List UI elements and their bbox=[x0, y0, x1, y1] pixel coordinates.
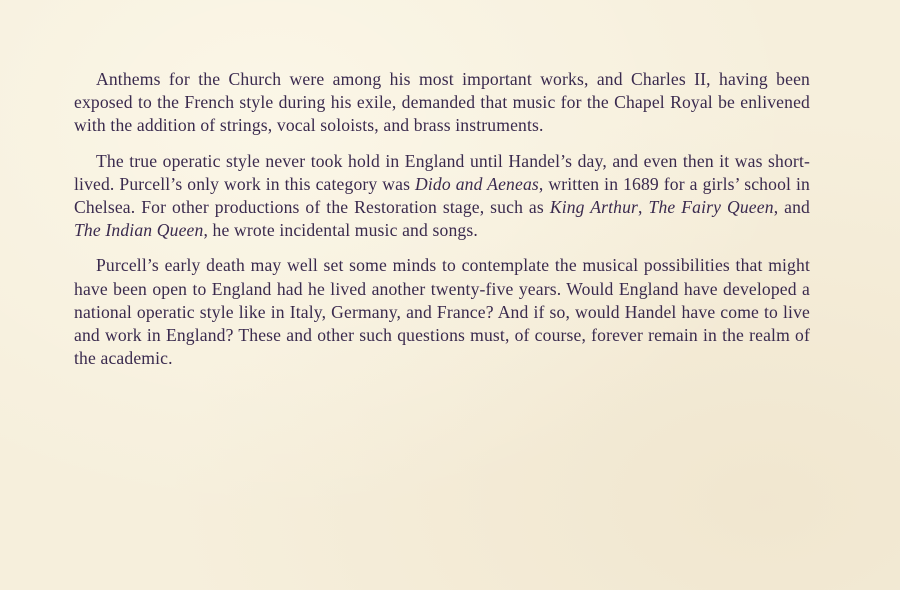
text-run: , written in 1689 for a girls’ school in Chelsea. For other productions of the Restoration stage, such as bbox=[74, 173, 810, 218]
paragraph bbox=[74, 68, 810, 138]
work-title-italic: The Indian Queen bbox=[74, 220, 204, 241]
text-run: , and bbox=[773, 197, 810, 218]
body-text bbox=[74, 68, 810, 370]
text-run: The true operatic style never took hold in England until Handel’s day, and even then it was short-lived. Purcell’s only work in this category was bbox=[74, 150, 810, 194]
paragraph bbox=[74, 150, 810, 243]
work-title-italic: The Fairy Queen bbox=[648, 197, 774, 218]
paragraph bbox=[74, 254, 810, 370]
text-run: Purcell’s early death may well set some minds to contemplate the musical possibilities that might have been open to England had he lived another twenty-five years. Would England have developed a national operatic style like in Italy, Germany, and France? And if so, would Handel have come to live and work in England? These and other such questions must, of course, forever remain in the realm of the academic. bbox=[74, 255, 810, 369]
text-run: Anthems for the Church were among his most important works, and Charles II, having been exposed to the French style during his exile, demanded that music for the Chapel Royal be enlivened with the addition of strings, vocal soloists, and brass instruments. bbox=[74, 69, 810, 136]
work-title-italic: King Arthur bbox=[549, 197, 639, 218]
text-run: , he wrote incidental music and songs. bbox=[203, 220, 478, 241]
text-run: , bbox=[638, 197, 649, 218]
work-title-italic: Dido and Aeneas bbox=[415, 173, 539, 194]
